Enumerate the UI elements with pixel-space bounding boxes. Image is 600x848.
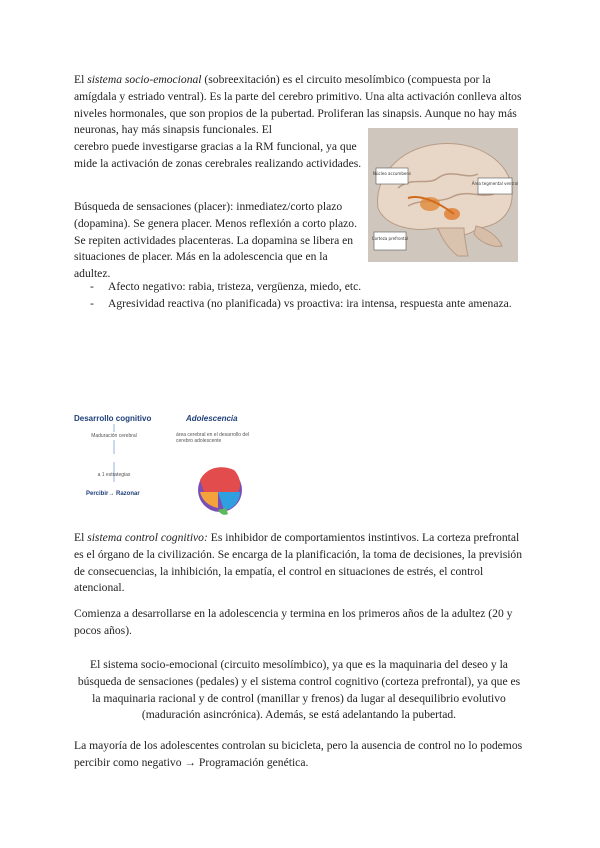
diagram-right-note: área cerebral en el desarrollo del cerebro adolescente [176,432,250,444]
paragraph-socioemocional: El sistema socio-emocional (sobreexitación) es el circuito mesolímbico (compuesta por la amígdala y estriado ventral). Es la parte del cerebro primitivo. Una alta activación conlleva altos niveles hormonales, que son propios de la pubertad. Proliferan las sinapsis. Aunque no hay más neuronas, hay más sinapsis funcionales. El [74,73,522,137]
diagram-bottom: Percibir→ Razonar [86,491,140,497]
paragraph-busqueda-sensaciones: Búsqueda de sensaciones (placer): inmediatez/corto plazo (dopamina). Se genera placer. Menos reflexión a corto plazo. Se repiten actividades placenteras. La dopamina se libera en situaciones de placer. Más en la adolescencia que en la adultez. [74,200,357,281]
diagram-step1: Maduración cerebral [91,433,137,439]
diagram-step2: a 1 estrategias [97,472,131,478]
diagram-left-title: Desarrollo cognitivo [74,414,152,423]
paragraph-bicicleta: La mayoría de los adolescentes controlan su bicicleta, pero la ausencia de control no lo podemos percibir como negativo → Programación genética. [74,739,523,769]
list-item: - Afecto negativo: rabia, tristeza, vergüenza, miedo, etc. [90,280,362,293]
term-socioemocional: sistema socio-emocional [87,73,202,86]
term-control-cognitivo: sistema control cognitivo: [87,531,208,544]
bullet-list [74,279,529,313]
paragraph-socioemocional-cont: cerebro puede investigarse gracias a la RM funcional, ya que mide la activación de zonas cerebrales realizando actividades. [74,140,362,170]
paragraph-desequilibrio: El sistema socio-emocional (circuito mesolímbico), ya que es la maquinaria del deseo y la búsqueda de sensaciones (pedales) y el sistema control cognitivo (corteza prefrontal), ya que es la maquinaria racional y de control (manillar y frenos) da lugar al desequilibrio evolutivo (maduración asincrónica). Además, se está adelantando la pubertad. [77,658,521,722]
brain-mesolimbic-figure [368,128,518,262]
diagram-right-title: Adolescencia [186,414,238,423]
brain-label-prefrontal: Corteza prefrontal [371,236,409,241]
paragraph-control-cognitivo: El sistema control cognitivo: Es inhibidor de comportamientos instintivos. La corteza prefrontal es el órgano de la civilización. Se encarga de la planificación, la toma de decisiones, la previsión de consecuencias, la inhibición, la empatía, el control en situaciones de estrés, el control atencional. [74,531,523,595]
list-item: - Agresividad reactiva (no planificada) vs proactiva: ira intensa, respuesta ante amenaza. [90,296,512,310]
adolescence-diagram [68,410,268,520]
paragraph-desarrollo: Comienza a desarrollarse en la adolescencia y termina en los primeros años de la adultez (20 y pocos años). [74,607,513,637]
brain-label-tegmental: Área tegmental ventral [471,181,518,186]
brain-label-accumbens: Núcleo accumbens [373,171,411,176]
